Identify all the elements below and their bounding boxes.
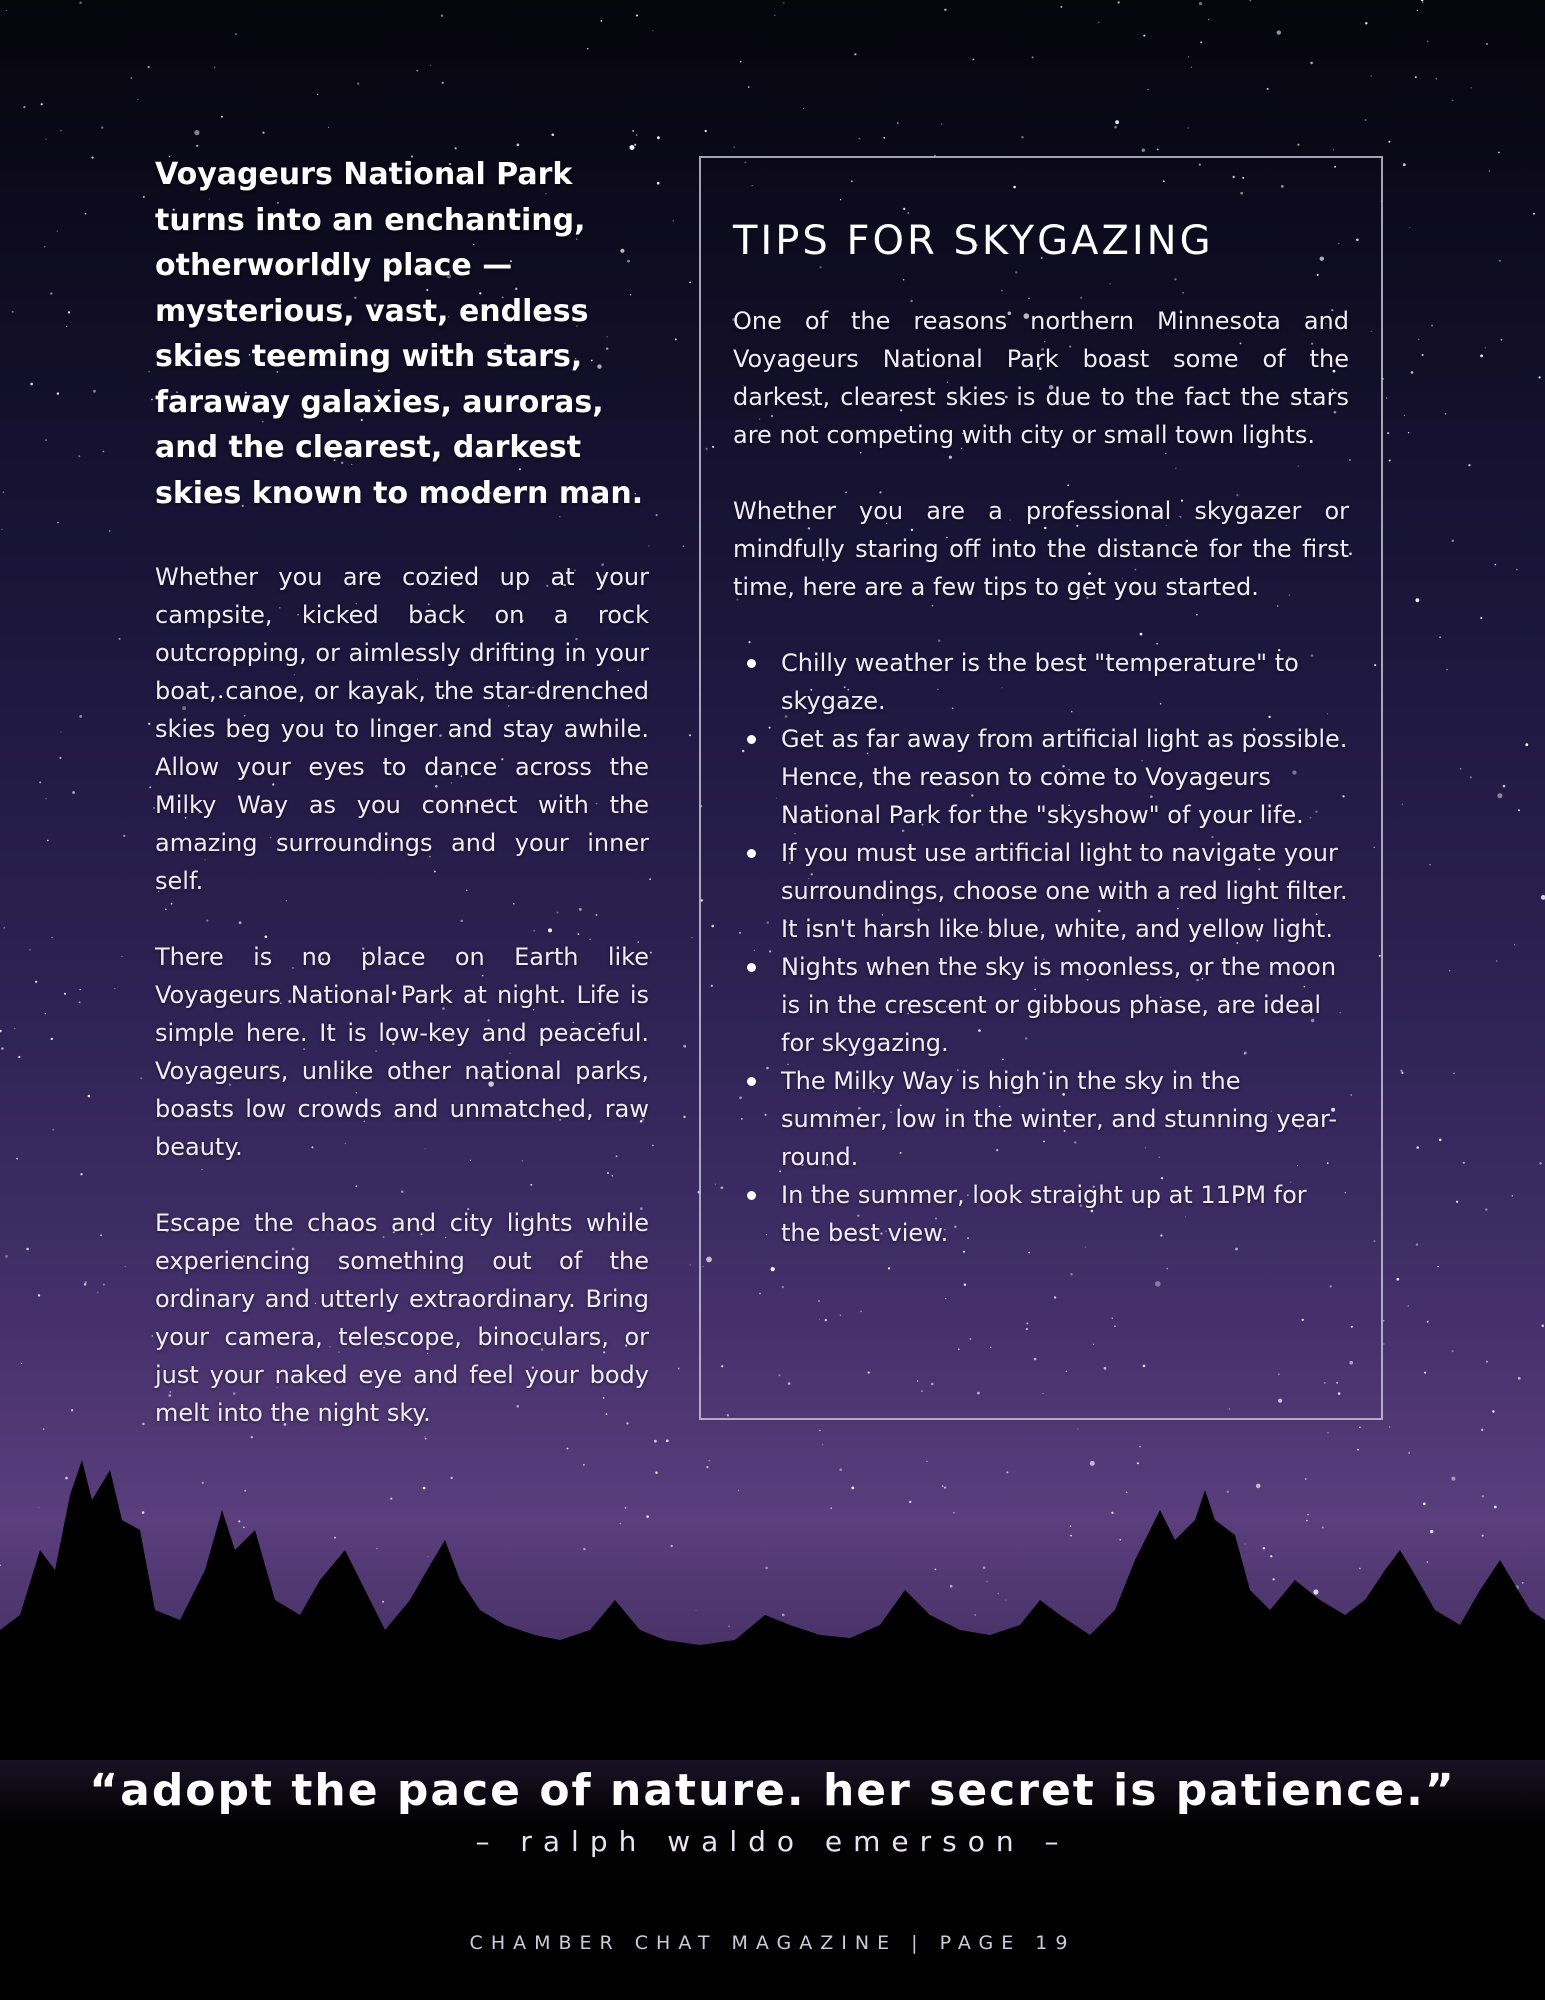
star <box>1452 1350 1454 1352</box>
star <box>803 108 804 109</box>
star <box>18 1056 20 1058</box>
star <box>1365 22 1367 24</box>
star <box>1446 669 1447 670</box>
star <box>587 48 589 50</box>
star <box>649 878 651 880</box>
star <box>1539 1162 1542 1165</box>
star <box>57 231 58 232</box>
star <box>14 1028 15 1029</box>
star <box>1480 355 1483 358</box>
star <box>1021 136 1024 139</box>
star <box>1143 35 1145 37</box>
star <box>1445 413 1446 414</box>
quote-text: “adopt the pace of nature. her secret is patience.” <box>89 1765 1456 1816</box>
star <box>1480 617 1482 619</box>
star <box>1187 127 1189 129</box>
star <box>1518 809 1520 811</box>
star <box>46 139 47 140</box>
star <box>734 146 735 147</box>
star <box>1386 397 1387 398</box>
star <box>1411 371 1414 374</box>
star <box>1397 1278 1400 1281</box>
tips-title: TIPS FOR SKYGAZING <box>733 218 1214 264</box>
star <box>44 246 45 247</box>
star <box>632 130 634 132</box>
star <box>1370 75 1372 77</box>
star <box>21 1363 22 1364</box>
star <box>29 949 30 950</box>
star <box>88 1095 91 1098</box>
star <box>783 2 784 3</box>
star <box>103 1284 105 1286</box>
bullet-icon <box>747 1077 756 1086</box>
star <box>52 1129 54 1131</box>
star <box>137 99 138 100</box>
star <box>1249 0 1251 1</box>
star <box>517 144 520 147</box>
star <box>689 281 691 283</box>
star <box>23 106 25 108</box>
star <box>1495 564 1497 566</box>
star <box>262 132 264 134</box>
star <box>317 94 318 95</box>
star <box>1114 126 1117 129</box>
star <box>196 145 198 147</box>
star <box>1497 793 1502 798</box>
star <box>1452 540 1455 543</box>
list-item <box>747 1176 1349 1252</box>
star <box>26 1248 29 1251</box>
star <box>854 53 856 55</box>
star <box>1404 415 1405 416</box>
star <box>148 371 150 373</box>
tips-intro-2: Whether you are a professional skygazer or mindfully staring off into the distance for the first time, here are a few tips to get you started. <box>733 497 1349 601</box>
star <box>78 455 80 457</box>
star <box>97 1292 98 1293</box>
tip-text: Get as far away from artificial light as possible. Hence, the reason to come to Voyageurs National Park for the "skyshow" of your life. <box>781 725 1348 829</box>
star <box>1533 213 1535 215</box>
list-item <box>747 720 1349 834</box>
left-column <box>155 152 649 1470</box>
star <box>85 213 87 215</box>
star <box>689 734 691 736</box>
star <box>1512 1195 1513 1196</box>
star <box>39 781 41 783</box>
star <box>1098 22 1099 23</box>
star <box>50 292 52 294</box>
star <box>442 82 444 84</box>
star <box>66 326 67 327</box>
tip-text: If you must use artificial light to navigate your surroundings, choose one with a red light filter. It isn't harsh like blue, white, and yellow light. <box>781 839 1348 943</box>
star <box>52 937 53 938</box>
star <box>1408 432 1409 433</box>
star <box>109 530 111 532</box>
list-item <box>747 834 1349 948</box>
star <box>1401 1072 1403 1074</box>
star <box>149 786 151 788</box>
bullet-icon <box>747 849 756 858</box>
star <box>1383 1343 1384 1344</box>
star <box>683 546 684 547</box>
star <box>38 1294 40 1296</box>
star <box>1471 87 1472 88</box>
star <box>1118 1 1120 3</box>
star <box>1 1047 3 1049</box>
star <box>1416 1146 1419 1149</box>
star <box>897 122 899 124</box>
star <box>72 791 75 794</box>
star <box>1518 1377 1521 1380</box>
star <box>1485 347 1486 348</box>
star <box>973 59 974 60</box>
star <box>194 130 199 135</box>
star <box>748 86 750 88</box>
star <box>1200 41 1202 43</box>
star <box>1416 598 1420 602</box>
star <box>1431 325 1433 327</box>
star <box>1525 743 1528 746</box>
star <box>1416 1243 1419 1246</box>
star <box>152 1335 153 1336</box>
star <box>1032 56 1034 58</box>
star <box>101 126 103 128</box>
star <box>57 392 59 394</box>
star <box>45 798 46 799</box>
star <box>57 522 59 524</box>
star <box>1463 1162 1465 1164</box>
star <box>1468 464 1470 466</box>
star <box>652 1145 654 1147</box>
star <box>140 1077 142 1079</box>
star <box>1539 376 1541 378</box>
star <box>1427 1321 1429 1323</box>
star <box>119 638 121 640</box>
star <box>1489 170 1491 172</box>
star <box>1417 10 1418 11</box>
star <box>1470 776 1472 778</box>
star <box>1439 636 1441 638</box>
list-item <box>747 644 1349 720</box>
star <box>683 1045 686 1048</box>
star <box>0 1030 2 1033</box>
star <box>675 338 677 340</box>
star <box>6 10 7 11</box>
star <box>630 145 635 150</box>
star <box>35 981 37 983</box>
star <box>1409 227 1410 228</box>
star <box>652 30 653 31</box>
quote-attribution: – ralph waldo emerson – <box>475 1825 1070 1858</box>
star <box>552 133 555 136</box>
star <box>1 529 2 530</box>
star <box>1157 149 1159 151</box>
star <box>1486 43 1488 45</box>
tip-text: The Milky Way is high in the sky in the summer, low in the winter, and stunning year-round. <box>781 1067 1338 1171</box>
star <box>1437 1266 1438 1267</box>
star <box>79 715 82 718</box>
star <box>1333 149 1334 150</box>
star <box>1191 67 1192 68</box>
star <box>1424 1372 1426 1374</box>
star <box>1387 432 1389 434</box>
star <box>59 757 61 759</box>
star <box>114 988 115 989</box>
star <box>143 196 145 198</box>
star <box>131 77 132 78</box>
star <box>455 147 457 149</box>
star <box>1147 89 1149 91</box>
star <box>1422 354 1424 356</box>
star <box>93 390 96 393</box>
star <box>636 15 638 17</box>
star <box>1142 149 1145 152</box>
star <box>774 15 775 16</box>
star <box>416 70 418 72</box>
star <box>1514 944 1515 945</box>
bullet-icon <box>747 1191 756 1200</box>
star <box>1418 339 1419 340</box>
star <box>214 67 215 68</box>
star <box>92 157 94 159</box>
star <box>1061 6 1063 8</box>
star <box>328 127 329 128</box>
star <box>1498 152 1500 154</box>
star <box>1485 1208 1487 1210</box>
star <box>79 1 82 4</box>
star <box>84 1283 87 1286</box>
star <box>148 723 150 725</box>
star <box>1499 260 1501 262</box>
star <box>235 33 237 35</box>
star <box>1421 0 1423 1</box>
bullet-icon <box>747 659 756 668</box>
star <box>103 451 105 453</box>
star <box>1435 78 1437 80</box>
star <box>80 989 81 990</box>
star <box>3 492 4 493</box>
star <box>47 840 49 842</box>
star <box>16 1158 18 1160</box>
star <box>12 311 14 313</box>
star <box>1115 120 1119 124</box>
star <box>68 311 70 313</box>
star <box>1541 895 1545 900</box>
star <box>1389 460 1391 462</box>
star <box>1297 144 1299 146</box>
list-item <box>747 948 1349 1062</box>
star <box>1439 1139 1442 1142</box>
star <box>1427 41 1429 43</box>
star <box>30 383 33 386</box>
star <box>5 1255 8 1258</box>
star <box>4 927 5 928</box>
star <box>357 83 359 85</box>
tip-text: Chilly weather is the best "temperature" to skygaze. <box>781 649 1299 715</box>
body-paragraph-2: There is no place on Earth like Voyageurs National Park at night. Life is simple here. It is low-key and peaceful. Voyageurs, unlike other national parks, boasts low crowds and unmatched, raw beauty. <box>155 943 649 1161</box>
star <box>1541 1325 1544 1328</box>
star <box>1188 56 1189 57</box>
star <box>80 1173 82 1175</box>
star <box>601 20 603 22</box>
star <box>859 138 861 140</box>
star <box>1365 119 1367 121</box>
star <box>636 134 638 136</box>
star <box>100 1234 102 1236</box>
star <box>1486 1361 1488 1363</box>
star <box>656 514 658 516</box>
star <box>1460 768 1462 770</box>
star <box>678 1368 680 1370</box>
star <box>1516 569 1518 571</box>
star <box>1422 1 1424 3</box>
star <box>441 15 443 17</box>
star <box>690 1264 691 1265</box>
tips-intro-1: One of the reasons northern Minnesota and Voyageurs National Park boast some of the darkest, clearest skies is due to the fact the stars are not competing with city or small town lights. <box>733 307 1349 449</box>
star <box>51 1038 53 1040</box>
star <box>657 182 660 185</box>
page-footer: CHAMBER CHAT MAGAZINE | PAGE 19 <box>469 1932 1076 1954</box>
star <box>1208 19 1209 20</box>
star <box>683 1116 685 1118</box>
star <box>1503 785 1506 788</box>
star <box>941 123 942 124</box>
star <box>883 137 885 139</box>
star <box>1310 62 1313 65</box>
star <box>125 1266 126 1267</box>
star <box>1456 1201 1458 1203</box>
star <box>122 956 123 957</box>
star <box>944 9 946 11</box>
star <box>1199 2 1202 5</box>
star <box>79 1001 81 1003</box>
tips-list <box>733 644 1349 1252</box>
star <box>740 61 742 63</box>
star <box>1449 970 1450 971</box>
bullet-icon <box>747 963 756 972</box>
tips-box <box>699 156 1383 1420</box>
list-item <box>747 1062 1349 1176</box>
star <box>1400 1070 1402 1072</box>
star <box>1403 163 1406 166</box>
star <box>673 220 674 221</box>
lead-paragraph: Voyageurs National Park turns into an enchanting, otherworldly place — mysterious, vast, endless skies teeming with stars, faraway galaxies, auroras, and the clearest, darkest skies known to modern man. <box>155 157 644 511</box>
star <box>430 65 431 66</box>
star <box>705 130 707 132</box>
star <box>45 439 47 441</box>
star <box>1415 76 1417 78</box>
star <box>1452 100 1453 101</box>
star <box>1429 864 1430 865</box>
star <box>123 835 125 837</box>
star <box>657 136 660 139</box>
star <box>1388 141 1390 143</box>
star <box>64 993 66 995</box>
star <box>1402 804 1403 805</box>
star <box>41 103 43 105</box>
body-paragraph-3: Escape the chaos and city lights while experiencing something out of the ordinary and utterly extraordinary. Bring your camera, telescope, binoculars, or just your naked eye and feel your body melt into the night sky. <box>155 1209 649 1427</box>
tip-text: In the summer, look straight up at 11PM for the best view. <box>781 1181 1307 1247</box>
star <box>148 66 150 68</box>
star <box>1277 30 1281 34</box>
star <box>60 130 62 132</box>
tip-text: Nights when the sky is moonless, or the moon is in the crescent or gibbous phase, are ideal for skygazing. <box>781 953 1337 1057</box>
star <box>60 732 61 733</box>
star <box>85 1281 87 1283</box>
bullet-icon <box>747 735 756 744</box>
body-paragraph-1: Whether you are cozied up at your campsite, kicked back on a rock outcropping, or aimlessly drifting in your boat, canoe, or kayak, the star-drenched skies beg you to linger and stay awhile. Allow your eyes to dance across the Milky Way as you connect with the amazing surroundings and your inner self. <box>155 563 649 895</box>
star <box>221 116 223 118</box>
star <box>1453 1073 1455 1075</box>
star <box>45 1013 46 1014</box>
star <box>1267 88 1269 90</box>
star <box>634 144 636 146</box>
star <box>650 952 652 954</box>
star <box>151 399 153 401</box>
star <box>691 937 692 938</box>
star <box>1496 960 1497 961</box>
star <box>1501 339 1503 341</box>
star <box>1408 1305 1409 1306</box>
